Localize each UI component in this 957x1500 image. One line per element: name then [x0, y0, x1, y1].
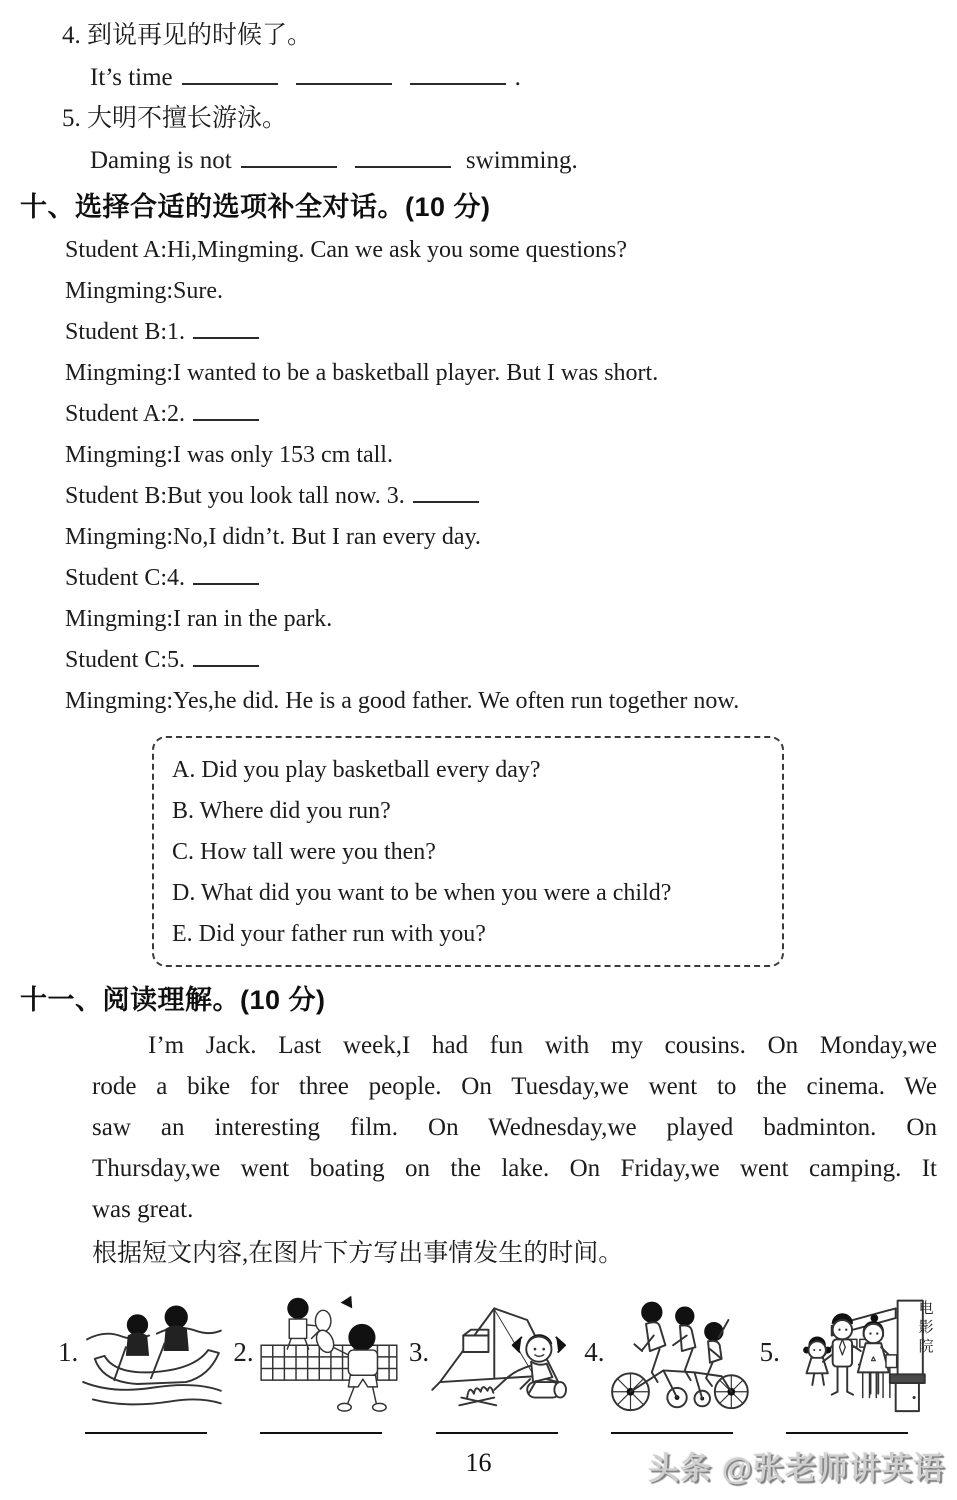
answer-blank: [410, 63, 506, 85]
dialogue-text: Mingming:Sure.: [65, 278, 224, 304]
dialogue-line: [65, 230, 935, 271]
picture-item-cinema: [760, 1286, 935, 1434]
picture-task-instruction: 根据短文内容,在图片下方写出事情发生的时间。: [92, 1240, 624, 1267]
picture-item-badminton: [233, 1286, 408, 1434]
answer-blank: [436, 1430, 558, 1434]
dialogue-text: Mingming:I wanted to be a basketball player. But I was short.: [65, 360, 659, 386]
section-10-heading: 十、选择合适的选项补全对话。(10 分): [20, 192, 491, 222]
picture-number: 5.: [759, 1336, 780, 1367]
picture-number: 3.: [408, 1336, 430, 1367]
boating-illustration: [79, 1289, 225, 1415]
dialogue-line: [65, 353, 935, 394]
answer-blank: [296, 63, 392, 85]
option-d: D. What did you want to be when you were a child?: [172, 880, 672, 906]
translation-item-4-english: [90, 56, 935, 99]
passage-line: I’m Jack. Last week,I had fun with my cousins. On Monday,we: [148, 1032, 937, 1059]
answer-blank: [413, 481, 479, 503]
dialogue-text: Student A:Hi,Mingming. Can we ask you some questions?: [65, 237, 627, 263]
pictures-row: [58, 1286, 935, 1434]
passage-line: was great.: [92, 1196, 194, 1223]
dialogue-line: [65, 435, 935, 476]
dialogue-text: Student B:But you look tall now. 3.: [65, 483, 405, 509]
answer-blank: [193, 645, 259, 667]
dialogue-text: Student A:2.: [65, 401, 186, 427]
picture-item-bike-for-three: [584, 1286, 759, 1434]
option-b: B. Where did you run?: [172, 798, 391, 824]
passage-line: rode a bike for three people. On Tuesday,we went to the cinema. We: [92, 1073, 937, 1100]
dialogue-line: [65, 681, 935, 722]
answer-blank: [193, 563, 259, 585]
cinema-sign-text: 电影院: [916, 1300, 933, 1357]
passage-line: saw an interesting film. On Wednesday,we played badminton. On: [92, 1114, 937, 1141]
passage-line: Thursday,we went boating on the lake. On Friday,we went camping. It: [92, 1155, 937, 1182]
dialogue-line: [65, 312, 935, 353]
answer-blank: [241, 146, 337, 168]
option-c: C. How tall were you then?: [172, 839, 436, 865]
reading-passage: [92, 1025, 937, 1230]
badminton-illustration: [255, 1289, 401, 1415]
translation-item-5-suffix: swimming.: [465, 147, 578, 174]
translation-item-4-prefix: It’s time: [90, 64, 173, 91]
picture-number: 1.: [58, 1336, 79, 1367]
dialogue-text: Student C:5.: [65, 647, 186, 673]
dialogue-text: Mingming:No,I didn’t. But I ran every day.: [65, 524, 481, 550]
cinema-illustration: [781, 1289, 927, 1415]
dialogue: [20, 230, 935, 722]
dialogue-line: [65, 476, 935, 517]
dialogue-line: [65, 271, 935, 312]
picture-item-boating: [58, 1286, 233, 1434]
answer-blank: [260, 1430, 382, 1434]
translation-item-5-english: [90, 139, 935, 182]
option-a: A. Did you play basketball every day?: [172, 757, 541, 783]
dialogue-text: Mingming:I ran in the park.: [65, 606, 333, 632]
dialogue-line: [65, 517, 935, 558]
picture-item-camping: [409, 1286, 584, 1434]
section-11-heading: 十一、阅读理解。(10 分): [20, 985, 326, 1015]
dialogue-line: [65, 599, 935, 640]
translation-item-5-prefix: Daming is not: [90, 147, 232, 174]
answer-blank: [85, 1430, 207, 1434]
option-e: E. Did your father run with you?: [172, 921, 486, 947]
dialogue-text: Mingming:I was only 153 cm tall.: [65, 442, 393, 468]
translation-item-4-suffix: .: [514, 64, 521, 91]
dialogue-line: [65, 558, 935, 599]
dialogue-line: [65, 394, 935, 435]
dialogue-text: Mingming:Yes,he did. He is a good father. We often run together now.: [65, 688, 740, 714]
answer-blank: [193, 399, 259, 421]
watermark: 头条 @张老师讲英语: [648, 1451, 945, 1486]
camping-illustration: [430, 1289, 576, 1415]
dialogue-text: Student B:1.: [65, 319, 186, 345]
translation-section: [20, 16, 935, 182]
picture-number: 2.: [233, 1336, 254, 1367]
answer-blank: [355, 146, 451, 168]
dialogue-line: [65, 640, 935, 681]
dialogue-text: Student C:4.: [65, 565, 186, 591]
translation-item-4-chinese: 4. 到说再见的时候了。: [62, 22, 313, 49]
picture-number: 4.: [584, 1336, 605, 1367]
answer-blank: [193, 317, 259, 339]
answer-blank: [611, 1430, 733, 1434]
answer-blank: [182, 63, 278, 85]
translation-item-5-chinese: 5. 大明不擅长游泳。: [62, 105, 288, 132]
options-box: [152, 736, 784, 967]
bike-for-three-illustration: [605, 1289, 751, 1415]
answer-blank: [786, 1430, 908, 1434]
page-number: 16: [465, 1448, 492, 1477]
